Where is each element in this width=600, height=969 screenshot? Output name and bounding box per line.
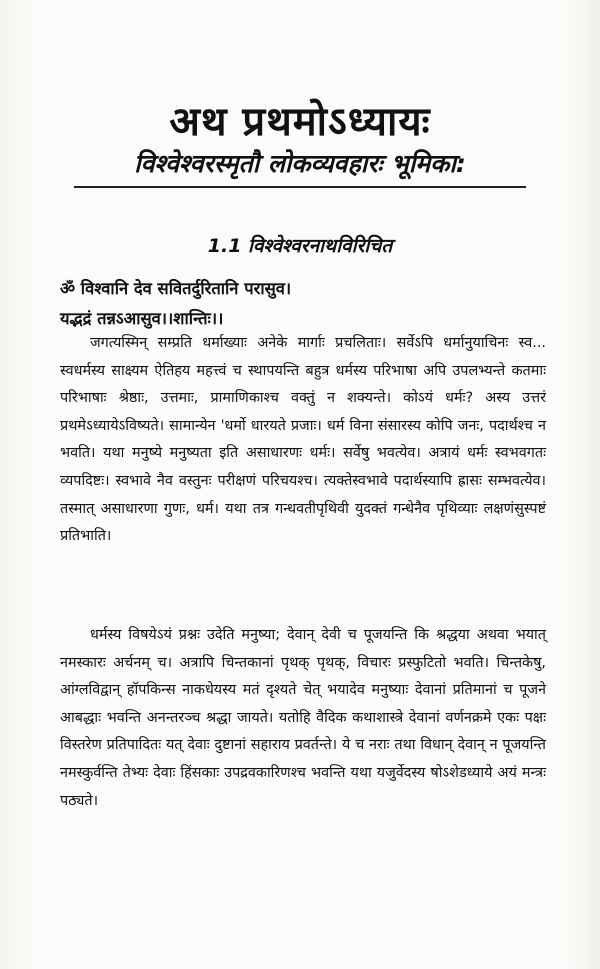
section-heading: 1.1 विश्वेश्वरनाथविरिचित (207, 235, 393, 257)
mantra-line-1: ॐ विश्वानि देव सवितर्दुरितानि परासुव। (60, 279, 292, 298)
chapter-title: अथ प्रथमोऽध्यायः (169, 99, 431, 145)
body-paragraph-1 (60, 330, 546, 551)
mantra-line-2: यद्भद्रं तन्नऽआसुव।।शान्तिः।। (60, 309, 224, 328)
subtitle-underline (74, 186, 526, 188)
body-paragraph-2 (60, 622, 546, 815)
chapter-subtitle: विश्वेश्वरस्मृतौ लोकव्यवहारः भूमिका: (134, 149, 466, 178)
paragraph-text: जगत्यस्मिन् सम्प्रति धर्माख्याः अनेके मार्गाः प्रचलिताः। सर्वेऽपि धर्मानुयाचिनः स्व... स्वधर्मस्य साक्ष्यम ऐतिहय महत्त्वं च स्थापयन्ति बहुत्र धर्मस्य परिभाषा अपि उपलभ्यन्ते कतमाः परिभाषाः श्रेष्ठाः, उत्तमाः, प्रामाणिकाश्च वक्तुं न शक्यन्ते। कोऽयं धर्मः? अस्य उत्तरं प्रथमेऽध्यायेऽविष्यते। सामान्येन 'धर्मो धारयते प्रजाः। धर्म विना संसारस्य कोपि जनः, पदार्थश्च न भवति। यथा मनुष्ये मनुष्यता इति असाधारणः धर्मः। सर्वेषु भवत्येव। अत्रायं धर्मः स्वभवगतः व्यपदिष्टः। स्वभावे नैव वस्तुनः परीक्षणं परिचयश्च। त्यक्तेस्वभावे पदार्थस्यापि ह्रासः सम्भवत्येव। तस्मात् असाधारणा गुणः, धर्म। यथा तत्र गन्धवतीपृथिवी युदक्तं गन्धेनैव पृथिव्याः लक्षणंसुस्पष्टं प्रतिभाति। (60, 335, 546, 545)
paragraph-text: धर्मस्य विषयेऽयं प्रश्नः उदेति मनुष्या; देवान् देवी च पूजयन्ति कि श्रद्धया अथवा भयात् नमस्कारः अर्चनम् च। अत्रापि चिन्तकानां पृथक् पृथक्, विचारः प्रस्फुटितो भवति। चिन्तकेषु, आंग्लविद्वान् हॉपकिन्स नाकधेयस्य मतं दृश्यते चेत् भयादेव मनुष्याः देवानां प्रतिमानां च पूजने आबद्धाः भवन्ति अनन्तरञ्च श्रद्धा जायते। यतोहि वैदिक कथाशास्त्रे देवानां वर्णनक्रमे एकः पक्षः विस्तरेण प्रतिपादितः यत् देवाः दुष्टानां सहाराय प्रवर्तन्ते। ये च नराः तथा विधान् देवान् न पूजयन्ति नमस्कुर्वन्ति तेभ्यः देवाः हिंसकाः उपद्रवकारिणश्च भवन्ति यथा यजुर्वेदस्य षोऽशेडध्याये अयं मन्त्रः पठ्यते। (60, 627, 546, 809)
